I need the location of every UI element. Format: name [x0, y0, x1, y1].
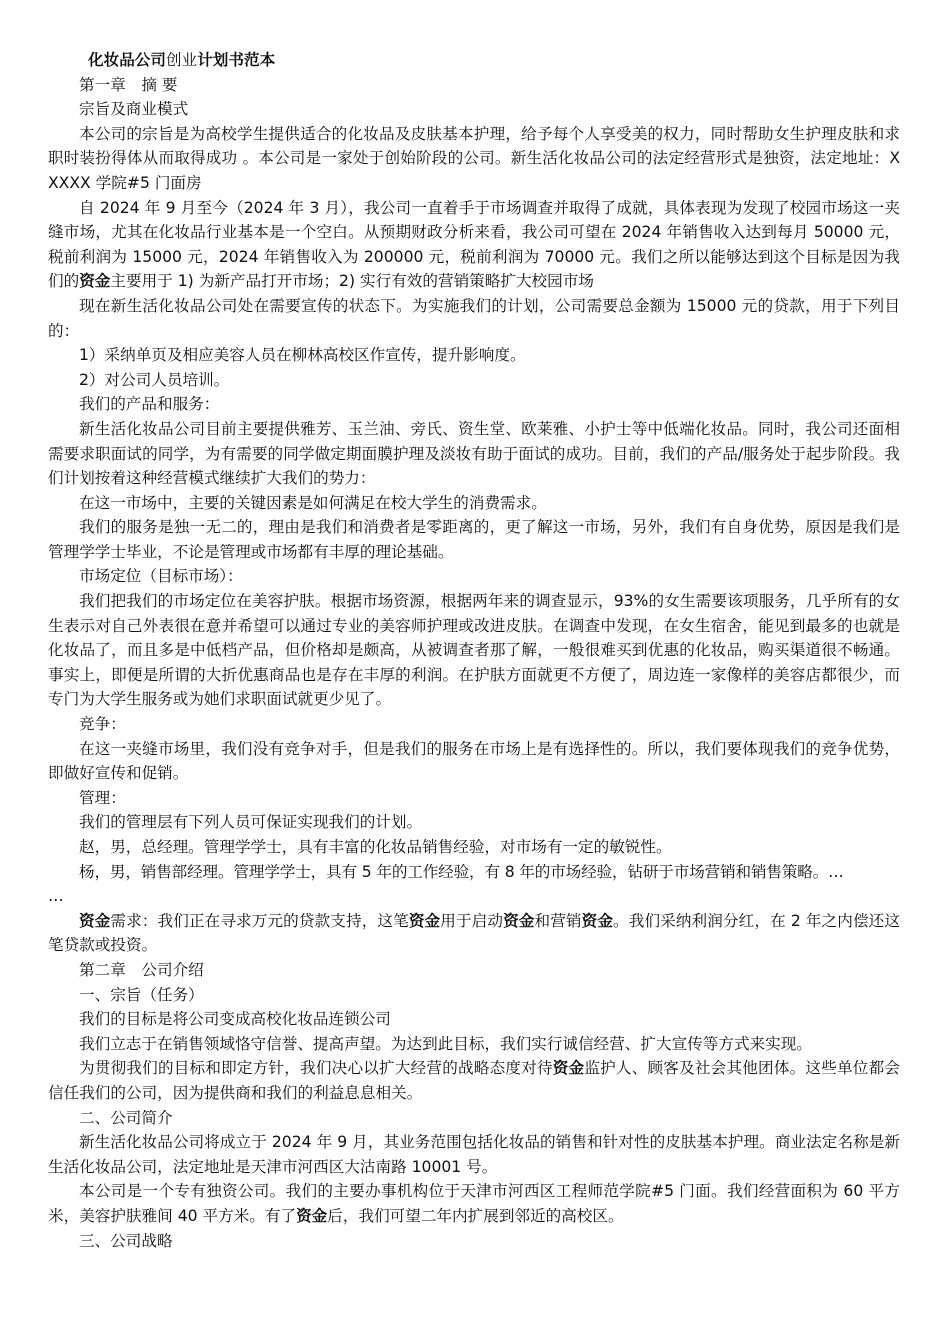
- keyword-capital: 资金: [552, 1059, 585, 1078]
- paragraph: 我们把我们的市场定位在美容护肤。根据市场资源，根据两年来的调查显示，93%的女生需要该项服务，几乎所有的女生表示对自己外表很在意并希望可以通过专业的美容师护理或改进皮肤。在调查中发现，在女生宿舍，能见到最多的也就是化妆品了，而且多是中低档产品，但价格却是颇高，从被调查者那了解，一般很难买到优惠的化妆品，购买渠道很不畅通。事实上，即便是所谓的大折优惠商品也是存在丰厚的利润。在护肤方面就更不方便了，周边连一家像样的美容店都很少，而专门为大学生服务或为她们求职面试就更少见了。: [48, 592, 900, 709]
- keyword-capital: 资金: [79, 272, 111, 291]
- paragraph: 赵，男，总经理。管理学学士，具有丰富的化妆品销售经验，对市场有一定的敏锐性。: [79, 838, 672, 856]
- paragraph: 我们的管理层有下列人员可保证实现我们的计划。: [79, 813, 423, 832]
- section-heading: 二、公司简介: [79, 1108, 173, 1127]
- text-run: 后，我们可望二年内扩展到邻近的高校区。: [327, 1206, 624, 1225]
- paragraph: 现在新生活化妆品公司处在需要宣传的状态下。为实施我们的计划，公司需要总金额为 15000 元的贷款，用于下列目的：: [48, 296, 900, 340]
- paragraph: 新生活化妆品公司目前主要提供雅芳、玉兰油、旁氏、资生堂、欧莱雅、小护士等中低端化妆品。同时，我公司还面相需要求职面试的同学，为有需要的同学做定期面膜护理及淡妆有助于面试的成功。目前，我们的产品/服务处于起步阶段。我们计划按着这种经营模式继续扩大我们的势力：: [48, 419, 900, 488]
- ellipsis-line: …: [48, 887, 64, 906]
- keyword-capital: 资金: [408, 911, 441, 930]
- document-title: [48, 48, 900, 73]
- paragraph: [48, 909, 900, 958]
- paragraph: [48, 1179, 900, 1228]
- paragraph: 在这一夹缝市场里，我们没有竞争对手，但是我们的服务在市场上是有选择性的。所以，我们要体现我们的竞争优势，即做好宣传和促销。: [48, 739, 900, 783]
- list-item: 1）采纳单页及相应美容人员在柳林高校区作宣传，提升影响度。: [79, 346, 526, 365]
- section-heading: 竞争：: [79, 715, 126, 734]
- chapter-heading: 第二章 公司介绍: [79, 960, 204, 979]
- keyword-capital: 资金: [581, 911, 614, 930]
- text-run: 监护人、顾客及社会其他团体。这些单位都会信任我们的公司，因为提供商和我们的利益息息相关。: [48, 1059, 900, 1102]
- keyword-capital: 资金: [79, 911, 111, 930]
- keyword-capital: 资金: [503, 911, 535, 930]
- section-heading: 市场定位（目标市场）：: [79, 567, 243, 586]
- chapter-heading: 第一章 摘 要: [79, 75, 178, 94]
- paragraph: 本公司的宗旨是为高校学生提供适合的化妆品及皮肤基本护理，给予每个人享受美的权力，同时帮助女生护理皮肤和求职时装扮得体从而取得成功 。本公司是一家处于创始阶段的公司。新生活化妆品公司的法定经营形式是独资，法定地址：XXXXX 学院#5 门面房: [48, 124, 900, 192]
- title-part: 计划书范本: [197, 51, 276, 69]
- title-part: 创业: [165, 51, 198, 69]
- list-item: 2）对公司人员培训。: [79, 370, 230, 389]
- text-run: 用于启动: [440, 911, 504, 930]
- text-run: 需求：我们正在寻求万元的贷款支持，这笔: [110, 911, 409, 930]
- section-heading: 一、宗旨（任务）: [79, 985, 204, 1004]
- text-run: 主要用于 1) 为新产品打开市场；2) 实行有效的营销策略扩大校园市场: [110, 272, 594, 291]
- text-run: 和营销: [534, 911, 582, 930]
- paragraph: [48, 196, 900, 294]
- paragraph: 杨，男，销售部经理。管理学学士，具有 5 年的工作经验，有 8 年的市场经验，钻研于市场营销和销售策略。…: [79, 862, 844, 881]
- keyword-capital: 资金: [296, 1206, 328, 1225]
- section-heading: 我们的产品和服务：: [79, 395, 220, 414]
- section-heading: 三、公司战略: [79, 1231, 173, 1250]
- paragraph: 我们的目标是将公司变成高校化妆品连锁公司: [79, 1010, 391, 1029]
- paragraph: [48, 1056, 900, 1105]
- text-run: 自 2024 年 9 月至今（2024 年 3 月），我公司一直着手于市场调查并取得了成就，具体表现为发现了校园市场这一夹缝市场，尤其在化妆品行业基本是一个空白。从预期财政分析来看，我公司可望在 2024 年销售收入达到每月 50000 元，税前利润为 15000 元，2024 年销售收入为 200000 元，税前利润为 70000 元。我们之所以能够达到这个目标是因为我们的: [48, 198, 900, 291]
- paragraph: 在这一市场中，主要的关键因素是如何满足在校大学生的消费需求。: [79, 493, 547, 512]
- section-heading: 宗旨及商业模式: [79, 100, 189, 119]
- section-heading: 管理：: [79, 788, 126, 807]
- paragraph: 我们立志于在销售领域恪守信誉、提高声望。为达到此目标，我们实行诚信经营、扩大宣传等方式来实现。: [79, 1034, 812, 1053]
- text-run: 本公司是一个专有独资公司。我们的主要办事机构位于天津市河西区工程师范学院#5 门面。我们经营面积为 60 平方米，美容护肤雅间 40 平方米。有了: [48, 1182, 900, 1225]
- title-part: 化妆品公司: [88, 51, 166, 69]
- paragraph: 新生活化妆品公司将成立于 2024 年 9 月，其业务范围包括化妆品的销售和针对性的皮肤基本护理。商业法定名称是新生活化妆品公司，法定地址是天津市河西区大沽南路 10001 号。: [48, 1133, 900, 1176]
- text-run: 为贯彻我们的目标和即定方针，我们决心以扩大经营的战略态度对待: [79, 1059, 553, 1078]
- paragraph: 我们的服务是独一无二的，理由是我们和消费者是零距离的，更了解这一市场，另外，我们有自身优势，原因是我们是管理学学士毕业，不论是管理或市场都有丰厚的理论基础。: [48, 518, 900, 561]
- text-run: 。我们采纳利润分红，在 2 年之内偿还这笔贷款或投资。: [48, 911, 900, 955]
